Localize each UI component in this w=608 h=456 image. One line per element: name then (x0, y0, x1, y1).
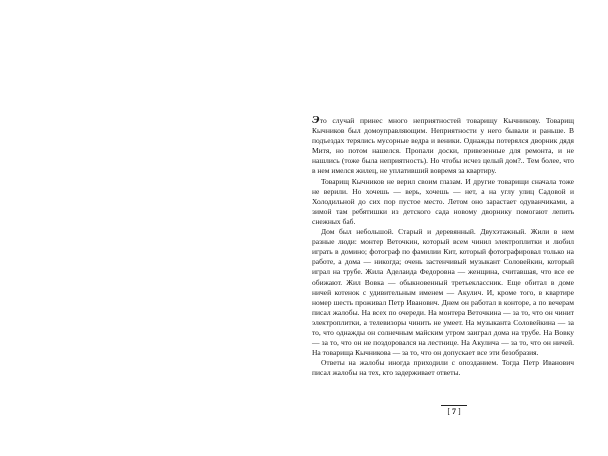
page-folio (437, 405, 471, 418)
paragraph-4: Ответы на жалобы иногда приходили с опозданием. Тогда Петр Иванович писал жалобы на тех, кто задерживает ответы. (312, 358, 574, 378)
paragraph-2: Товарищ Кычников не верил своим глазам. И другие товарищи сначала тоже не верили. Но хочешь — верь, хочешь — нет, а на углу улиц Садовой и Холодильной до сих пор пустое место. Летом оно зарастает одуванчиками, а зимой там ребятишки из детского сада новому дворнику помогают лепить снежных баб. (312, 176, 574, 226)
folio-bar-left: [ (447, 407, 452, 416)
drop-cap: Э (312, 115, 320, 126)
paragraph-3: Дом был небольшой. Старый и деревянный. Двухэтажный. Жили в нем разные люди: монтер Веточкин, который всем чинил электроплитки и любил играть в домино; фотограф по фамилии Кит, который фотографировал только на работе, а дома — никогда; очень застенчивый музыкант Соловейкин, который играл на трубе. Жила Аделаида Федоровна — женщина, считавшая, что все ее обижают. Жил Вовка — обыкновенный третьеклассник. Еще обитал в доме ничей котенок с удивительным именем — Акулич. И, кроме того, в квартире номер шесть проживал Петр Иванович. Днем он работал в конторе, а по вечерам писал жалобы. На всех по очереди. На монтера Веточкина — за то, что он чинит электроплитки, а телевизоры чинить не умеет. На музыканта Соловейкина — за то, что однажды он солнечным майским утром заиграл дома на трубе. На Вовку — за то, что он не поздоровался на лестнице. На Акулича — за то, что он ничей. На товарища Кычникова — за то, что он допускает все эти безобразия. (312, 227, 574, 358)
body-text (312, 116, 574, 378)
paragraph-1-text: то случай принес много неприятностей товарищу Кычникову. Товарищ Кычников был домоуправляющим. Неприятности у него бывали и раньше. В подъездах терялись мусорные ведра и веники. Однажды потерялся дворник дядя Митя, но потом нашелся. Пропали доски, привезенные для ремонта, и не нашлись (тоже была неприятность). Но чтобы исчез целый дом?.. Тем более, что в нем имелся жилец, не уплативший вовремя за квартиру. (312, 116, 574, 176)
folio-bar-right: ] (456, 407, 461, 416)
paragraph-1 (312, 116, 574, 177)
page-number: 7 (452, 407, 456, 416)
page-number-line (437, 406, 471, 418)
